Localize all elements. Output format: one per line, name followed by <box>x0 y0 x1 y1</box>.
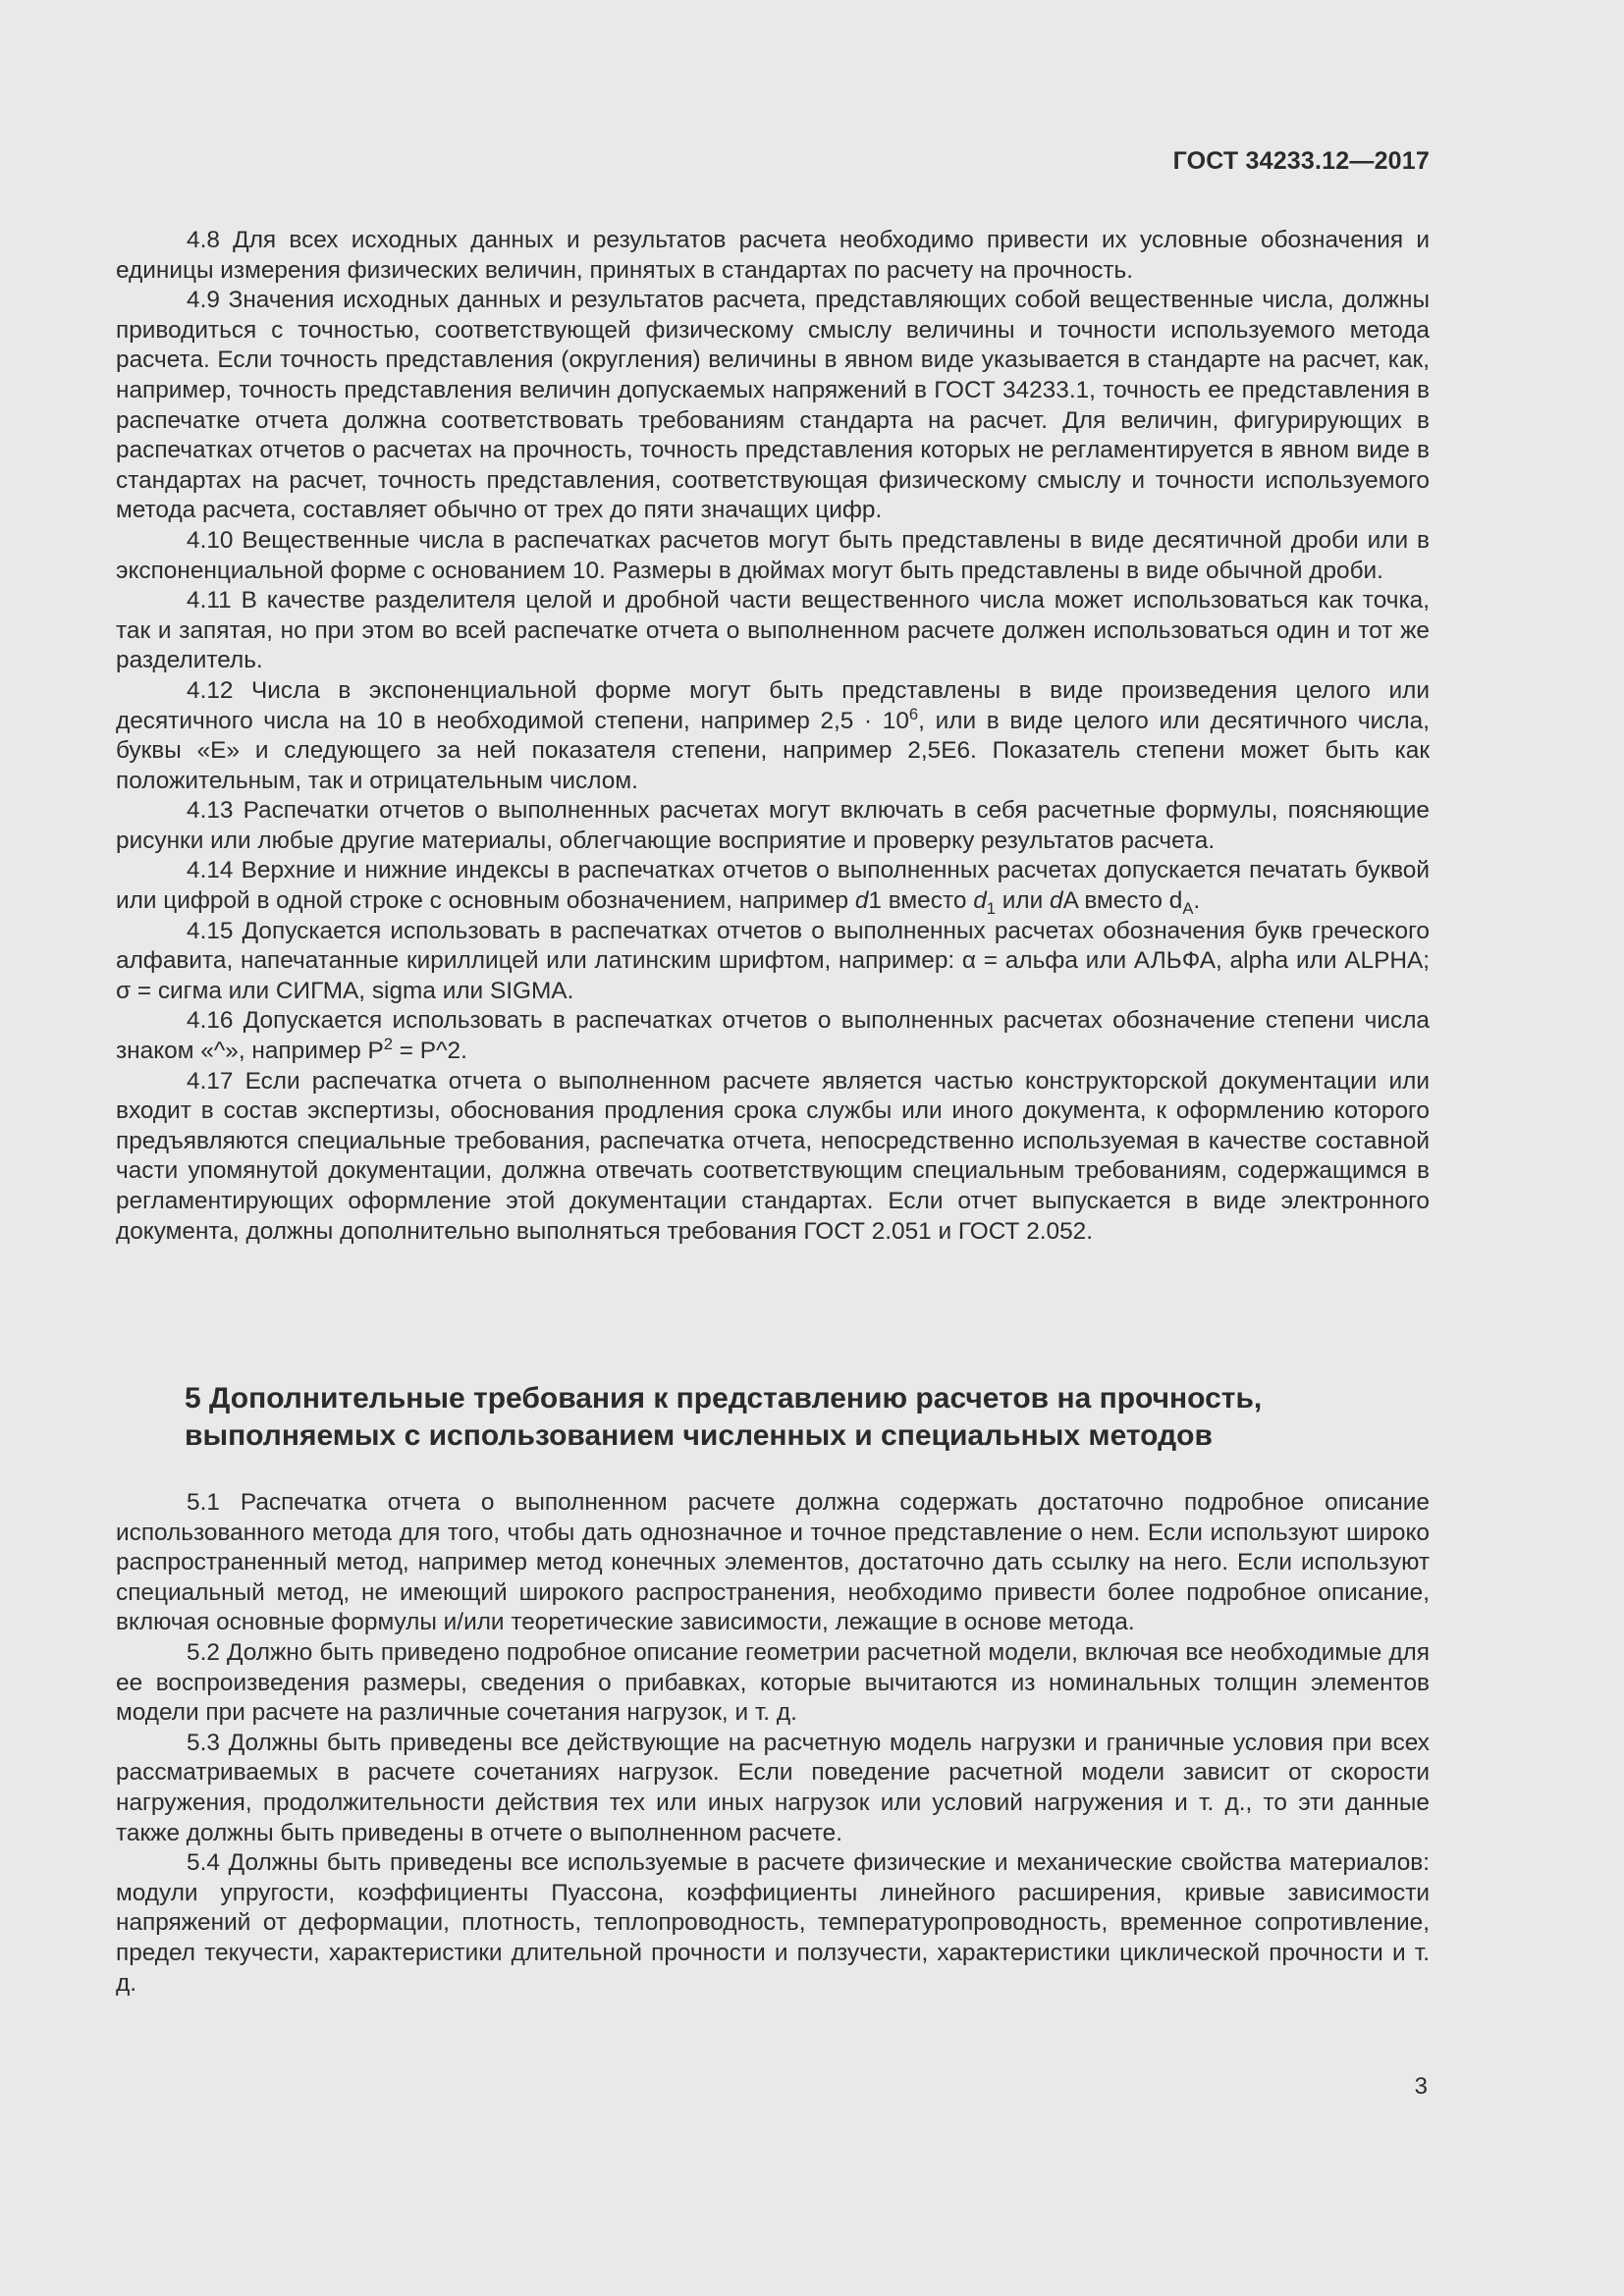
paragraph-4-14-part-b: 1 вместо <box>868 887 974 915</box>
paragraph-4-14-part-a: 4.14 Верхние и нижние индексы в распечатках отчетов о выполненных расчетах допускается печатать буквой или цифрой в одной строке с основным обозначением, например <box>116 857 1430 915</box>
paragraph-5-1: 5.1 Распечатка отчета о выполненном расчете должна содержать достаточно подробное описание использованного метода для того, чтобы дать однозначное и точное представление о нем. Если используют широко распространенный метод, например метод конечных элементов, достаточно дать ссылку на него. Если используют специальный метод, не имеющий широкого распространения, необходимо привести более подробное описание, включая основные формулы и/или теоретические зависимости, лежащие в основе метода. <box>116 1489 1430 1636</box>
paragraph-5-4: 5.4 Должны быть приведены все используемые в расчете физические и механические свойства материалов: модули упругости, коэффициенты Пуассона, коэффициенты линейного расширения, кривые зависимости напряжений от деформации, плотность, теплопроводность, температуропроводность, временное сопротивление, предел текучести, характеристики длительной прочности и ползучести, характеристики циклической прочности и т. д. <box>116 1849 1430 1997</box>
paragraph-4-8: 4.8 Для всех исходных данных и результатов расчета необходимо привести их условные обозначения и единицы измерения физических величин, принятых в стандартах по расчету на прочность. <box>116 227 1430 284</box>
exponent-superscript: 6 <box>908 704 919 723</box>
document-code-header: ГОСТ 34233.12—2017 <box>1172 147 1430 175</box>
paragraph-4-12-part-b: , или в виде целого или десятичного числа, буквы «Е» и следующего за ней показателя степени, например 2,5Е6. Показатель степени может быть как положительным, так и отрицательным числом. <box>116 707 1430 794</box>
symbol-d: d <box>973 887 987 915</box>
paragraph-4-16-part-a: 4.16 Допускается использовать в распечатках отчетов о выполненных расчетах обозначение степени числа знаком «^», например P <box>116 1007 1430 1065</box>
section-5-heading: 5 Дополнительные требования к представлению расчетов на прочность, выполняемых с использованием численных и специальных методов <box>185 1382 1263 1452</box>
paragraph-4-14-part-e: . <box>1193 887 1201 915</box>
paragraph-4-17: 4.17 Если распечатка отчета о выполненном расчете является частью конструкторской документации или входит в состав экспертизы, обоснования продления срока службы или иного документа, к оформлению которого предъявляются специальные требования, распечатка отчета, непосредственно используемая в качестве составной части упомянутой документации, должна отвечать соответствующим специальным требованиям, содержащимся в регламентирующих оформление этой документации стандартах. Если отчет выпускается в виде электронного документа, должны дополнительно выполняться требования ГОСТ 2.051 и ГОСТ 2.052. <box>116 1067 1430 1245</box>
paragraph-4-11: 4.11 В качестве разделителя целой и дробной части вещественного числа может использоваться как точка, так и запятая, но при этом во всей распечатке отчета о выполненном расчете должен использоваться один и тот же разделитель. <box>116 587 1430 674</box>
page-number: 3 <box>1414 2073 1428 2100</box>
paragraph-4-14-part-c: или <box>996 887 1051 915</box>
subscript-a: A <box>1182 898 1194 918</box>
paragraph-4-15: 4.15 Допускается использовать в распечатках отчетов о выполненных расчетах обозначения букв греческого алфавита, напечатанные кириллицей или латинским шрифтом, например: α = альфа или АЛЬФА, alpha или ALPHA; σ = сигма или СИГМА, sigma или SIGMA. <box>116 917 1430 1004</box>
paragraph-4-14 <box>116 856 1430 916</box>
paragraph-4-14-part-d: A вместо d <box>1062 887 1183 915</box>
paragraph-4-12-part-a: 4.12 Числа в экспоненциальной форме могут быть представлены в виде произведения целого или десятичного числа на 10 в необходимой степени, например 2,5 · 10 <box>116 676 1430 734</box>
paragraph-4-10: 4.10 Вещественные числа в распечатках расчетов могут быть представлены в виде десятичной дроби или в экспоненциальной форме с основанием 10. Размеры в дюймах могут быть представлены в виде обычной дроби. <box>116 526 1430 584</box>
paragraph-4-9: 4.9 Значения исходных данных и результатов расчета, представляющих собой вещественные числа, должны приводиться с точностью, соответствующей физическому смыслу величины и точности используемого метода расчета. Если точность представления (округления) величины в явном виде указывается в стандарте на расчет, как, например, точность представления величин допускаемых напряжений в ГОСТ 34233.1, точность ее представления в распечатке отчета должна соответствовать требованиям стандарта на расчет. Для величин, фигурирующих в распечатках отчетов о расчетах на прочность, точность представления которых не регламентируется в явном виде в стандартах на расчет, точность представления, соответствующая физическому смыслу и точности используемого метода расчета, составляет обычно от трех до пяти значащих цифр. <box>116 287 1430 524</box>
paragraph-4-16 <box>116 1006 1430 1066</box>
paragraph-4-13: 4.13 Распечатки отчетов о выполненных расчетах могут включать в себя расчетные формулы, поясняющие рисунки или любые другие материалы, облегчающие восприятие и проверку результатов расчета. <box>116 797 1430 854</box>
paragraph-5-2: 5.2 Должно быть приведено подробное описание геометрии расчетной модели, включая все необходимые для ее воспроизведения размеры, сведения о прибавках, которые вычитаются из номинальных толщин элементов модели при расчете на различные сочетания нагрузок, и т. д. <box>116 1638 1430 1727</box>
paragraph-4-12 <box>116 676 1430 796</box>
paragraph-4-16-part-b: = P^2. <box>393 1038 467 1065</box>
clause-4-text <box>116 226 1430 1247</box>
paragraph-5-3: 5.3 Должны быть приведены все действующие на расчетную модель нагрузки и граничные условия при всех рассматриваемых в расчете сочетаниях нагрузок. Если поведение расчетной модели зависит от скорости нагружения, продолжительности действия тех или иных нагрузок или условий нагружения и т. д., то эти данные также должны быть приведены в отчете о выполненном расчете. <box>116 1729 1430 1846</box>
symbol-d: d <box>1050 887 1063 915</box>
symbol-d: d <box>854 887 869 915</box>
subscript-1: 1 <box>986 898 996 918</box>
power-superscript: 2 <box>383 1034 394 1053</box>
clause-5-text <box>116 1488 1430 1999</box>
